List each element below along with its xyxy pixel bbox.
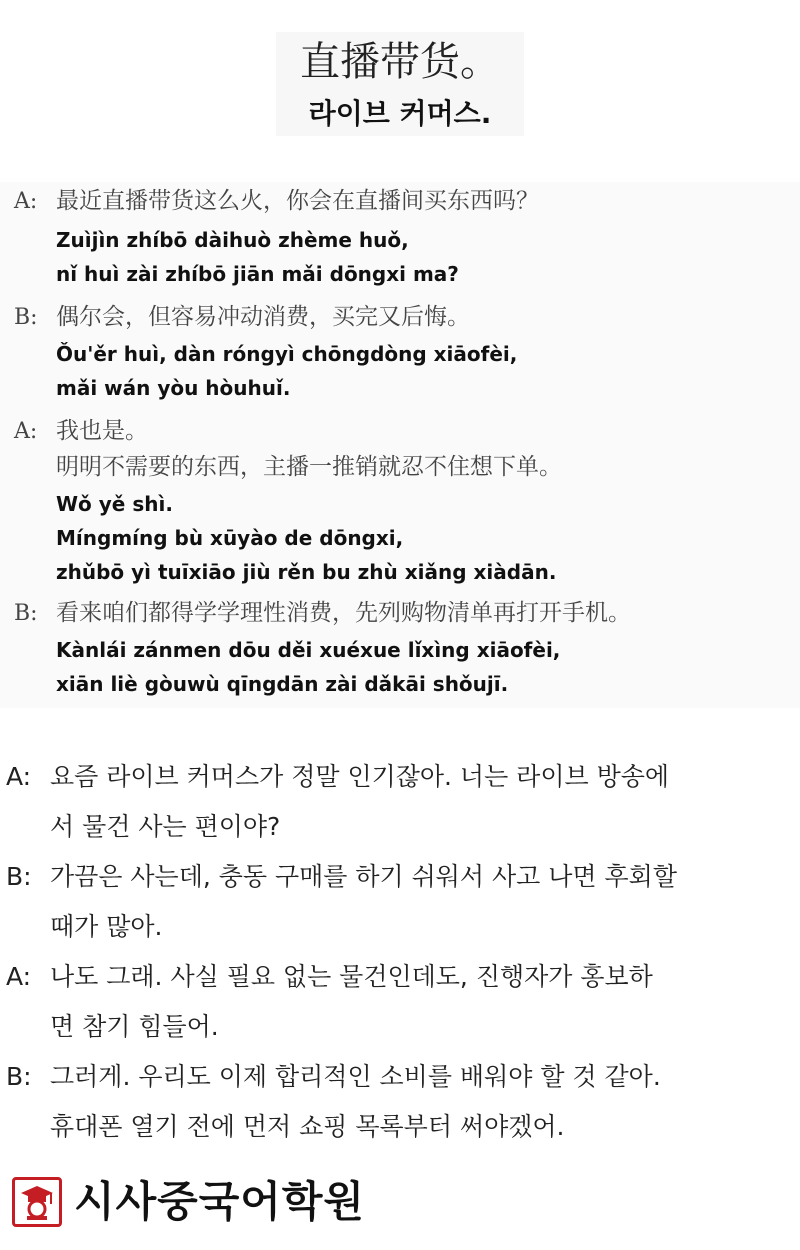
speaker-label: B: [14,305,38,330]
dialogue-line-a1-chinese [14,186,539,217]
pinyin-line: Wǒ yě shì. [56,492,173,516]
speaker-label: B: [6,862,32,891]
pinyin-line: mǎi wán yòu hòuhuǐ. [56,376,291,400]
dialogue-line-a2-chinese [14,416,148,447]
pinyin-line: nǐ huì zài zhíbō jiān mǎi dōngxi ma? [56,262,459,286]
academy-logo [12,1174,365,1230]
translation-line: 때가 많아. [50,912,163,941]
pinyin-line: zhǔbō yì tuīxiāo jiù rěn bu zhù xiǎng xiàdān. [56,560,557,584]
translation-line [6,952,792,1002]
title-chinese: 直播带货。 [300,39,500,85]
korean-text: 가끔은 사는데, 충동 구매를 하기 쉬워서 사고 나면 후회할 [50,862,677,891]
chinese-text: 看来咱们都得学学理性消费，先列购物清单再打开手机。 [56,600,631,626]
translation-line [6,852,792,902]
chinese-text: 明明不需要的东西，主播一推销就忍不住想下单。 [56,454,562,480]
translation-section [6,752,792,1152]
pinyin-line: Ǒu'ěr huì, dàn róngyì chōngdòng xiāofèi, [56,342,518,366]
pinyin-line: Zuìjìn zhíbō dàihuò zhème huǒ, [56,228,409,252]
korean-text: 그러게. 우리도 이제 합리적인 소비를 배워야 할 것 같아. [50,1062,661,1091]
translation-line [6,752,792,802]
dialogue-line-b2-chinese [14,598,631,629]
pinyin-line: xiān liè gòuwù qīngdān zài dǎkāi shǒujī. [56,672,509,696]
academy-crest-icon [12,1177,62,1227]
chinese-text: 最近直播带货这么火，你会在直播间买东西吗？ [56,188,539,214]
korean-text: 나도 그래. 사실 필요 없는 물건인데도, 진행자가 홍보하 [50,962,653,991]
translation-line: 면 참기 힘들어. [50,1012,219,1041]
chinese-text: 我也是。 [56,418,148,444]
korean-text: 요즘 라이브 커머스가 정말 인기잖아. 너는 라이브 방송에 [50,762,670,791]
speaker-label: A: [6,962,32,991]
speaker-label: B: [6,1062,32,1091]
title-korean: 라이브 커머스. [308,97,492,130]
speaker-label: A: [14,189,38,214]
translation-line [6,1052,792,1102]
speaker-label: A: [14,419,38,444]
chinese-text: 偶尔会，但容易冲动消费，买完又后悔。 [56,304,470,330]
translation-line: 서 물건 사는 편이야? [50,812,281,841]
pinyin-line: Míngmíng bù xūyào de dōngxi, [56,526,404,550]
speaker-label: A: [6,762,32,791]
translation-line: 휴대폰 열기 전에 먼저 쇼핑 목록부터 써야겠어. [50,1112,565,1141]
academy-name: 시사중국어학원 [74,1177,366,1226]
dialogue-line-b1-chinese [14,302,470,333]
speaker-label: B: [14,601,38,626]
pinyin-line: Kànlái zánmen dōu děi xuéxue lǐxìng xiāofèi, [56,638,561,662]
